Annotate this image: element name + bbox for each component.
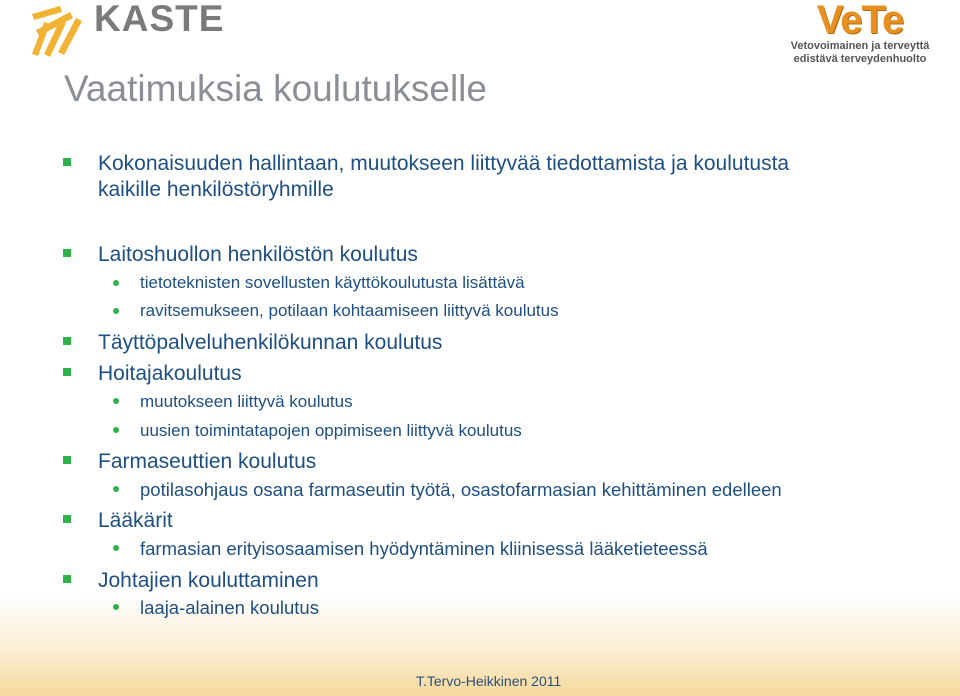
kaste-logo [30, 2, 230, 58]
bullet-dot [113, 604, 119, 610]
list-item-text: Hoitajakoulutus [98, 362, 242, 385]
bullet-square [63, 368, 71, 376]
sub-item-text: farmasian erityisosaamisen hyödyntäminen kliinisessä lääketieteessä [140, 538, 708, 559]
bullet-dot [113, 427, 119, 433]
bullet-dot [113, 486, 119, 492]
bullet-square [63, 337, 71, 345]
page-title: Vaatimuksia koulutukselle [64, 68, 487, 109]
bullet-dot [113, 280, 119, 286]
bullet-square [63, 515, 71, 523]
kaste-sun-icon [30, 2, 90, 58]
sub-item-text: laaja-alainen koulutus [140, 597, 319, 618]
sub-item-text: potilasohjaus osana farmaseutin työtä, osastofarmasian kehittäminen edelleen [140, 479, 782, 500]
bullet-square [63, 575, 71, 583]
list-item-text: Lääkärit [98, 509, 173, 532]
bullet-square [63, 249, 71, 257]
list-item-text: Kokonaisuuden hallintaan, muutokseen liittyvää tiedottamista ja koulutusta [98, 152, 790, 175]
list-item-text: kaikille henkilöstöryhmille [98, 178, 334, 201]
vete-logo-text: VeTe [816, 0, 904, 42]
sub-item-text: uusien toimintatapojen oppimiseen liittyvä koulutus [140, 421, 522, 440]
vete-logo [780, 0, 940, 66]
list-item-text: Farmaseuttien koulutus [98, 450, 317, 473]
sub-item-text: muutokseen liittyvä koulutus [140, 392, 353, 411]
bullet-dot [113, 545, 119, 551]
kaste-logo-text: KASTE [94, 0, 225, 39]
vete-tagline-line2: edistävä terveydenhuolto [793, 53, 927, 65]
bullet-dot [113, 398, 119, 404]
sub-item-text: tietoteknisten sovellusten käyttökoulutusta lisättävä [140, 273, 525, 292]
vete-tagline-line1: Vetovoimainen ja terveyttä [790, 40, 930, 52]
bullet-dot [113, 308, 119, 314]
footer-credit: T.Tervo-Heikkinen 2011 [416, 673, 562, 689]
bullet-square [63, 158, 71, 166]
bullet-square [63, 456, 71, 464]
list-item-text: Laitoshuollon henkilöstön koulutus [98, 243, 418, 266]
sub-item-text: ravitsemukseen, potilaan kohtaamiseen liittyvä koulutus [140, 301, 559, 320]
list-item-text: Johtajien kouluttaminen [98, 569, 319, 592]
list-item-text: Täyttöpalveluhenkilökunnan koulutus [98, 331, 443, 354]
